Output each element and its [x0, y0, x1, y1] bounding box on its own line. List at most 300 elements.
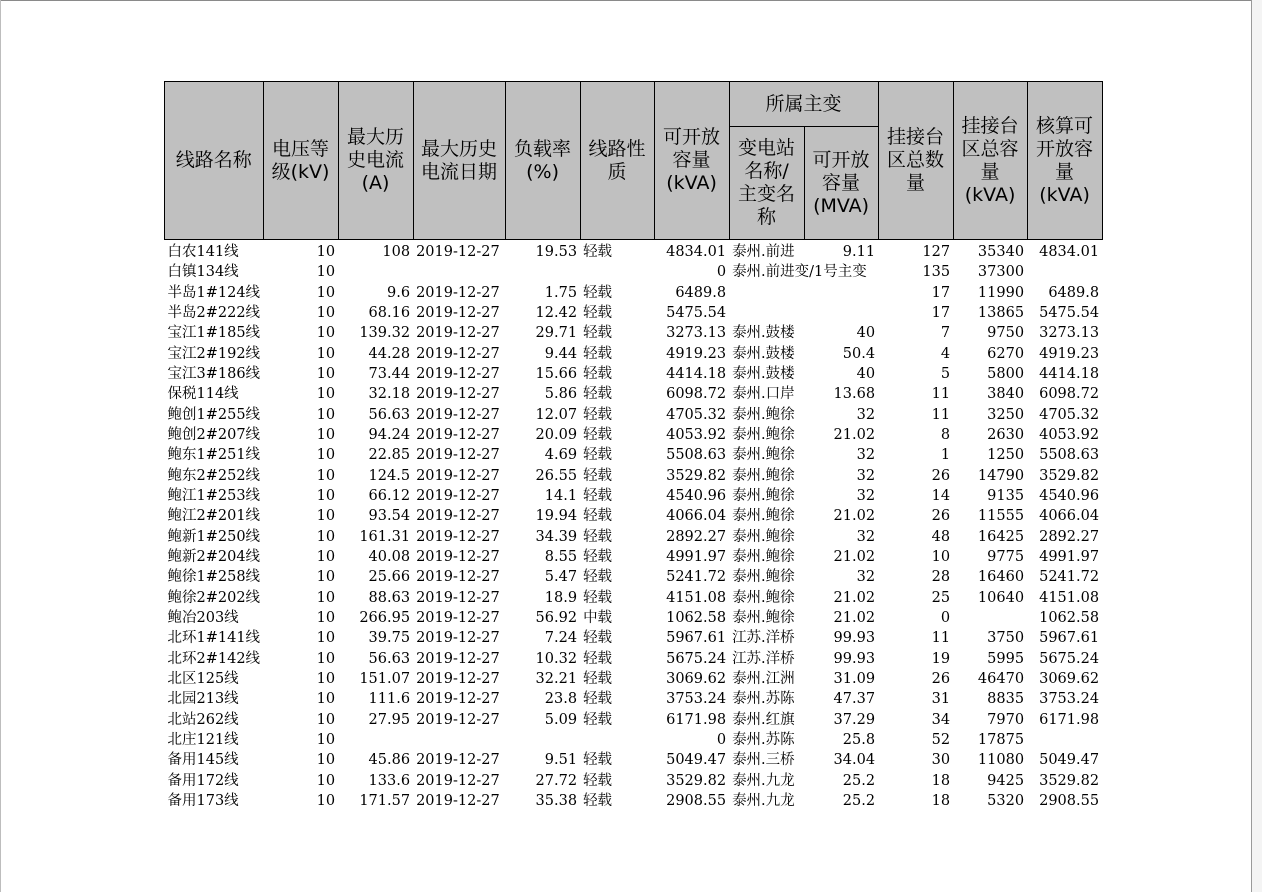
table-header	[165, 82, 1103, 240]
cell-trans-capacity: 34.04	[833, 752, 876, 769]
cell-district-capacity: 9135	[987, 488, 1025, 505]
cell-line-name: 鲍江2#201线	[167, 508, 261, 525]
page-top-border	[0, 0, 1262, 1]
cell-nature: 轻载	[583, 406, 613, 423]
cell-trans-capacity: 32	[856, 447, 876, 464]
cell-open-capacity: 4414.18	[666, 366, 727, 383]
cell-max-date: 2019-12-27	[416, 386, 500, 403]
cell-line-name: 鲍东2#252线	[167, 467, 261, 484]
header-max-current: 最大历 史电流 (A)	[338, 82, 413, 240]
cell-line-name: 北区125线	[167, 671, 239, 688]
cell-max-date: 2019-12-27	[416, 467, 500, 484]
cell-max-current: 39.75	[368, 630, 411, 647]
cell-voltage: 10	[316, 772, 336, 789]
cell-load-rate: 12.07	[535, 406, 578, 423]
cell-district-count: 26	[931, 671, 951, 688]
cell-district-count: 25	[931, 589, 951, 606]
cell-district-count: 17	[931, 284, 951, 301]
cell-trans-capacity: 21.02	[833, 549, 876, 566]
cell-station-name: 泰州.三桥	[732, 752, 795, 769]
line-capacity-table	[164, 81, 1103, 811]
table-row	[165, 649, 1103, 669]
cell-trans-capacity	[804, 303, 878, 323]
cell-open-capacity: 5675.24	[666, 650, 727, 667]
cell-load-rate: 10.32	[535, 650, 578, 667]
cell-max-date: 2019-12-27	[416, 793, 500, 810]
cell-max-date: 2019-12-27	[416, 447, 500, 464]
cell-line-name: 北环2#142线	[167, 650, 261, 667]
cell-max-current: 66.12	[368, 488, 411, 505]
cell-max-current: 40.08	[368, 549, 411, 566]
cell-open-capacity: 4066.04	[666, 508, 727, 525]
table-row	[165, 710, 1103, 730]
cell-calc-capacity: 4834.01	[1039, 244, 1100, 261]
table-row	[165, 750, 1103, 770]
cell-open-capacity: 4540.96	[666, 488, 727, 505]
table-row	[165, 486, 1103, 506]
cell-load-rate: 5.47	[544, 569, 578, 586]
table-row	[165, 608, 1103, 628]
cell-station-name: 泰州.鼓楼	[732, 325, 795, 342]
cell-nature: 轻载	[583, 305, 613, 322]
cell-district-capacity: 46470	[977, 671, 1025, 688]
cell-voltage: 10	[316, 549, 336, 566]
cell-district-capacity: 5320	[987, 793, 1025, 810]
cell-district-count: 28	[931, 569, 951, 586]
cell-calc-capacity: 5241.72	[1039, 569, 1100, 586]
cell-nature: 中载	[583, 610, 613, 627]
cell-line-name: 宝江2#192线	[167, 345, 261, 362]
cell-max-date: 2019-12-27	[416, 671, 500, 688]
table-row	[165, 771, 1103, 791]
table-row	[165, 323, 1103, 343]
cell-district-capacity	[953, 608, 1027, 628]
cell-voltage: 10	[316, 671, 336, 688]
cell-max-date: 2019-12-27	[416, 325, 500, 342]
cell-trans-capacity: 99.93	[833, 650, 876, 667]
header-open-capacity: 可开放 容量 (kVA)	[654, 82, 729, 240]
table-row	[165, 628, 1103, 648]
cell-nature: 轻载	[583, 508, 613, 525]
cell-open-capacity: 4705.32	[666, 406, 727, 423]
cell-district-count: 1	[940, 447, 951, 464]
cell-load-rate: 15.66	[535, 366, 578, 383]
cell-trans-capacity: 40	[856, 325, 876, 342]
table-row	[165, 689, 1103, 709]
cell-line-name: 北园213线	[167, 691, 239, 708]
cell-district-capacity: 10640	[977, 589, 1025, 606]
cell-district-count: 8	[940, 427, 951, 444]
table-row	[165, 344, 1103, 364]
cell-station-name: 泰州.江洲	[732, 671, 795, 688]
cell-max-current: 133.6	[368, 772, 411, 789]
cell-nature: 轻载	[583, 793, 613, 810]
cell-calc-capacity: 4991.97	[1039, 549, 1100, 566]
cell-trans-capacity: 21.02	[833, 589, 876, 606]
cell-district-count: 30	[931, 752, 951, 769]
header-station-name: 变电站 名称/ 主变名 称	[729, 127, 804, 240]
cell-max-current: 22.85	[368, 447, 411, 464]
cell-voltage: 10	[316, 732, 336, 749]
cell-line-name: 备用173线	[167, 793, 239, 810]
cell-district-count: 0	[940, 610, 951, 627]
table-row	[165, 506, 1103, 526]
cell-open-capacity: 6098.72	[666, 386, 727, 403]
cell-max-current: 27.95	[368, 711, 411, 728]
cell-voltage: 10	[316, 386, 336, 403]
cell-calc-capacity: 2908.55	[1039, 793, 1100, 810]
cell-open-capacity: 4151.08	[666, 589, 727, 606]
cell-voltage: 10	[316, 325, 336, 342]
cell-line-name: 北站262线	[167, 711, 239, 728]
cell-district-count: 18	[931, 772, 951, 789]
cell-line-name: 鲍徐1#258线	[167, 569, 261, 586]
cell-load-rate: 29.71	[535, 325, 578, 342]
cell-open-capacity: 6489.8	[675, 284, 727, 301]
cell-voltage: 10	[316, 488, 336, 505]
table-row	[165, 445, 1103, 465]
cell-max-current	[338, 730, 413, 750]
cell-load-rate: 27.72	[535, 772, 578, 789]
cell-line-name: 鲍创2#207线	[167, 427, 261, 444]
cell-load-rate: 20.09	[535, 427, 578, 444]
cell-max-date	[413, 730, 505, 750]
cell-nature: 轻载	[583, 325, 613, 342]
cell-max-date: 2019-12-27	[416, 244, 500, 261]
cell-open-capacity: 3753.24	[666, 691, 727, 708]
cell-voltage: 10	[316, 366, 336, 383]
cell-station-name: 泰州.鲍徐	[732, 589, 795, 606]
cell-max-date: 2019-12-27	[416, 305, 500, 322]
cell-max-date: 2019-12-27	[416, 528, 500, 545]
cell-nature: 轻载	[583, 569, 613, 586]
cell-max-date: 2019-12-27	[416, 366, 500, 383]
cell-open-capacity: 6171.98	[666, 711, 727, 728]
cell-voltage: 10	[316, 650, 336, 667]
table-row	[165, 567, 1103, 587]
cell-trans-capacity: 25.2	[842, 772, 876, 789]
table-row	[165, 669, 1103, 689]
cell-open-capacity: 4834.01	[666, 244, 727, 261]
cell-open-capacity: 3529.82	[666, 467, 727, 484]
cell-max-current: 88.63	[368, 589, 411, 606]
cell-station-name: 泰州.红旗	[732, 711, 795, 728]
cell-load-rate: 7.24	[544, 630, 578, 647]
cell-voltage: 10	[316, 793, 336, 810]
cell-load-rate: 32.21	[535, 671, 578, 688]
cell-max-current: 124.5	[368, 467, 411, 484]
cell-open-capacity: 3273.13	[666, 325, 727, 342]
cell-max-current: 108	[382, 244, 411, 261]
cell-voltage: 10	[316, 284, 336, 301]
cell-load-rate	[505, 262, 580, 282]
cell-nature: 轻载	[583, 345, 613, 362]
cell-station-name: 泰州.口岸	[732, 386, 795, 403]
cell-nature: 轻载	[583, 427, 613, 444]
cell-station-name: 泰州.鲍徐	[732, 467, 795, 484]
cell-trans-capacity: 99.93	[833, 630, 876, 647]
cell-line-name: 鲍徐2#202线	[167, 589, 261, 606]
cell-calc-capacity: 3069.62	[1039, 671, 1100, 688]
header-transformer-group: 所属主变	[729, 82, 878, 127]
cell-voltage: 10	[316, 528, 336, 545]
cell-district-capacity: 3840	[987, 386, 1025, 403]
cell-load-rate: 1.75	[544, 284, 578, 301]
header-max-date: 最大历史 电流日期	[413, 82, 505, 240]
header-nature: 线路性 质	[580, 82, 654, 240]
cell-trans-capacity: 13.68	[833, 386, 876, 403]
cell-max-current: 94.24	[368, 427, 411, 444]
cell-nature: 轻载	[583, 386, 613, 403]
cell-voltage: 10	[316, 467, 336, 484]
cell-district-capacity: 1250	[987, 447, 1025, 464]
cell-line-name: 鲍新1#250线	[167, 528, 261, 545]
cell-calc-capacity: 3529.82	[1039, 467, 1100, 484]
cell-trans-capacity: 21.02	[833, 508, 876, 525]
cell-line-name: 鲍冶203线	[167, 610, 239, 627]
cell-voltage: 10	[316, 589, 336, 606]
cell-max-current: 25.66	[368, 569, 411, 586]
cell-load-rate	[505, 730, 580, 750]
cell-line-name: 备用145线	[167, 752, 239, 769]
cell-load-rate: 5.86	[544, 386, 578, 403]
cell-line-name: 白镇134线	[167, 264, 239, 281]
cell-district-capacity: 9750	[987, 325, 1025, 342]
cell-max-current: 56.63	[368, 650, 411, 667]
cell-line-name: 半岛2#222线	[167, 305, 261, 322]
cell-district-count: 4	[940, 345, 951, 362]
cell-nature: 轻载	[583, 711, 613, 728]
cell-max-date: 2019-12-27	[416, 284, 500, 301]
cell-max-date: 2019-12-27	[416, 569, 500, 586]
cell-district-count: 135	[922, 264, 951, 281]
cell-district-capacity: 16460	[977, 569, 1025, 586]
cell-district-count: 31	[931, 691, 951, 708]
cell-station-name: 泰州.鲍徐	[732, 447, 795, 464]
table-row	[165, 527, 1103, 547]
cell-max-current: 151.07	[359, 671, 411, 688]
cell-calc-capacity: 4919.23	[1039, 345, 1100, 362]
table-row	[165, 240, 1103, 263]
cell-max-date: 2019-12-27	[416, 752, 500, 769]
cell-voltage: 10	[316, 752, 336, 769]
cell-nature: 轻载	[583, 447, 613, 464]
cell-trans-capacity: 32	[856, 406, 876, 423]
cell-line-name: 备用172线	[167, 772, 239, 789]
cell-max-current: 161.31	[359, 528, 411, 545]
table-row	[165, 425, 1103, 445]
cell-district-capacity: 8835	[987, 691, 1025, 708]
cell-max-date: 2019-12-27	[416, 406, 500, 423]
cell-voltage: 10	[316, 264, 336, 281]
cell-line-name: 鲍江1#253线	[167, 488, 261, 505]
cell-district-count: 10	[931, 549, 951, 566]
cell-open-capacity: 2892.27	[666, 528, 727, 545]
table-row	[165, 405, 1103, 425]
cell-district-count: 18	[931, 793, 951, 810]
cell-load-rate: 19.94	[535, 508, 578, 525]
cell-district-capacity: 6270	[987, 345, 1025, 362]
cell-voltage: 10	[316, 244, 336, 261]
cell-max-current: 56.63	[368, 406, 411, 423]
cell-nature	[580, 730, 654, 750]
header-calc-capacity: 核算可 开放容 量 (kVA)	[1027, 82, 1102, 240]
cell-station-name: 泰州.鲍徐	[732, 488, 795, 505]
cell-district-count: 11	[931, 630, 951, 647]
cell-load-rate: 8.55	[544, 549, 578, 566]
cell-max-date: 2019-12-27	[416, 488, 500, 505]
header-district-count: 挂接台 区总数 量	[878, 82, 953, 240]
cell-max-current: 45.86	[368, 752, 411, 769]
cell-calc-capacity: 3273.13	[1039, 325, 1100, 342]
cell-nature: 轻载	[583, 671, 613, 688]
cell-calc-capacity	[1027, 730, 1102, 750]
cell-nature	[580, 262, 654, 282]
cell-station-name: 江苏.洋桥	[732, 650, 795, 667]
cell-voltage: 10	[316, 305, 336, 322]
cell-trans-capacity: 21.02	[833, 610, 876, 627]
cell-trans-capacity: 37.29	[833, 711, 876, 728]
cell-calc-capacity: 3753.24	[1039, 691, 1100, 708]
cell-max-date: 2019-12-27	[416, 345, 500, 362]
cell-nature: 轻载	[583, 528, 613, 545]
cell-load-rate: 34.39	[535, 528, 578, 545]
table-body	[165, 240, 1103, 812]
cell-trans-capacity: 32	[856, 569, 876, 586]
header-voltage: 电压等 级(kV)	[263, 82, 338, 240]
cell-max-date: 2019-12-27	[416, 610, 500, 627]
table-row	[165, 384, 1103, 404]
cell-max-current: 111.6	[368, 691, 411, 708]
cell-open-capacity: 5475.54	[666, 305, 727, 322]
cell-line-name: 鲍东1#251线	[167, 447, 261, 464]
cell-district-count: 26	[931, 467, 951, 484]
cell-district-capacity: 5800	[987, 366, 1025, 383]
cell-trans-capacity: 50.4	[842, 345, 876, 362]
cell-station-name: 泰州.苏陈	[732, 732, 795, 749]
cell-nature: 轻载	[583, 752, 613, 769]
cell-district-count: 127	[922, 244, 951, 261]
cell-district-count: 19	[931, 650, 951, 667]
cell-voltage: 10	[316, 711, 336, 728]
cell-station-name: 泰州.鲍徐	[732, 549, 795, 566]
cell-load-rate: 19.53	[535, 244, 578, 261]
cell-district-capacity: 2630	[987, 427, 1025, 444]
cell-district-count: 17	[931, 305, 951, 322]
cell-calc-capacity: 5967.61	[1039, 630, 1100, 647]
cell-station-name: 泰州.九龙	[732, 793, 795, 810]
cell-district-capacity: 9425	[987, 772, 1025, 789]
cell-district-count: 48	[931, 528, 951, 545]
cell-max-current: 32.18	[368, 386, 411, 403]
cell-max-current: 44.28	[368, 345, 411, 362]
cell-voltage: 10	[316, 508, 336, 525]
cell-district-capacity: 9775	[987, 549, 1025, 566]
cell-district-capacity: 17875	[977, 732, 1025, 749]
cell-voltage: 10	[316, 406, 336, 423]
cell-max-current: 171.57	[359, 793, 411, 810]
table-row	[165, 730, 1103, 750]
cell-district-capacity: 11080	[977, 752, 1025, 769]
header-load-rate: 负载率 (%)	[505, 82, 580, 240]
cell-line-name: 鲍新2#204线	[167, 549, 261, 566]
cell-open-capacity: 5049.47	[666, 752, 727, 769]
cell-voltage: 10	[316, 610, 336, 627]
page-left-border	[0, 0, 1, 892]
cell-calc-capacity: 6489.8	[1048, 284, 1100, 301]
cell-calc-capacity: 4053.92	[1039, 427, 1100, 444]
cell-district-capacity: 3750	[987, 630, 1025, 647]
cell-max-date: 2019-12-27	[416, 650, 500, 667]
cell-max-current	[338, 262, 413, 282]
cell-station-name: 泰州.鲍徐	[732, 508, 795, 525]
cell-nature: 轻载	[583, 650, 613, 667]
cell-trans-capacity: 32	[856, 488, 876, 505]
cell-open-capacity: 4991.97	[666, 549, 727, 566]
cell-nature: 轻载	[583, 488, 613, 505]
table-row	[165, 466, 1103, 486]
cell-trans-capacity: 9.11	[842, 244, 876, 261]
cell-open-capacity: 3529.82	[666, 772, 727, 789]
cell-voltage: 10	[316, 569, 336, 586]
cell-calc-capacity: 4540.96	[1039, 488, 1100, 505]
cell-max-date: 2019-12-27	[416, 711, 500, 728]
table-row	[165, 283, 1103, 303]
cell-calc-capacity: 4414.18	[1039, 366, 1100, 383]
cell-line-name: 半岛1#124线	[167, 284, 261, 301]
cell-voltage: 10	[316, 630, 336, 647]
table-row	[165, 588, 1103, 608]
cell-max-current: 9.6	[387, 284, 411, 301]
header-line-name: 线路名称	[165, 82, 264, 240]
cell-open-capacity: 3069.62	[666, 671, 727, 688]
cell-district-count: 52	[931, 732, 951, 749]
cell-trans-capacity: 25.8	[842, 732, 876, 749]
cell-max-date: 2019-12-27	[416, 630, 500, 647]
cell-nature: 轻载	[583, 244, 613, 261]
cell-station-name: 泰州.鼓楼	[732, 345, 795, 362]
cell-nature: 轻载	[583, 467, 613, 484]
cell-station-name: 泰州.前进	[732, 244, 795, 261]
cell-voltage: 10	[316, 691, 336, 708]
cell-load-rate: 12.42	[535, 305, 578, 322]
cell-line-name: 宝江3#186线	[167, 366, 261, 383]
table-row	[165, 262, 1103, 282]
cell-line-name: 白农141线	[167, 244, 239, 261]
cell-open-capacity: 5508.63	[666, 447, 727, 464]
cell-station-name: 泰州.九龙	[732, 772, 795, 789]
cell-calc-capacity: 2892.27	[1039, 528, 1100, 545]
cell-max-current: 73.44	[368, 366, 411, 383]
cell-line-name: 北环1#141线	[167, 630, 261, 647]
cell-open-capacity: 5967.61	[666, 630, 727, 647]
cell-calc-capacity: 6171.98	[1039, 711, 1100, 728]
cell-line-name: 保税114线	[167, 386, 239, 403]
cell-station-name	[729, 283, 804, 303]
cell-district-capacity: 5995	[987, 650, 1025, 667]
cell-district-capacity: 7970	[987, 711, 1025, 728]
cell-load-rate: 4.69	[544, 447, 578, 464]
table-row	[165, 547, 1103, 567]
cell-calc-capacity: 5675.24	[1039, 650, 1100, 667]
cell-station-name: 泰州.鲍徐	[732, 406, 795, 423]
cell-load-rate: 23.8	[544, 691, 578, 708]
cell-line-name: 鲍创1#255线	[167, 406, 261, 423]
cell-max-current: 68.16	[368, 305, 411, 322]
cell-station-name: 泰州.前进变/1号主变	[732, 264, 867, 281]
cell-trans-capacity: 21.02	[833, 427, 876, 444]
cell-station-name: 江苏.洋桥	[732, 630, 795, 647]
